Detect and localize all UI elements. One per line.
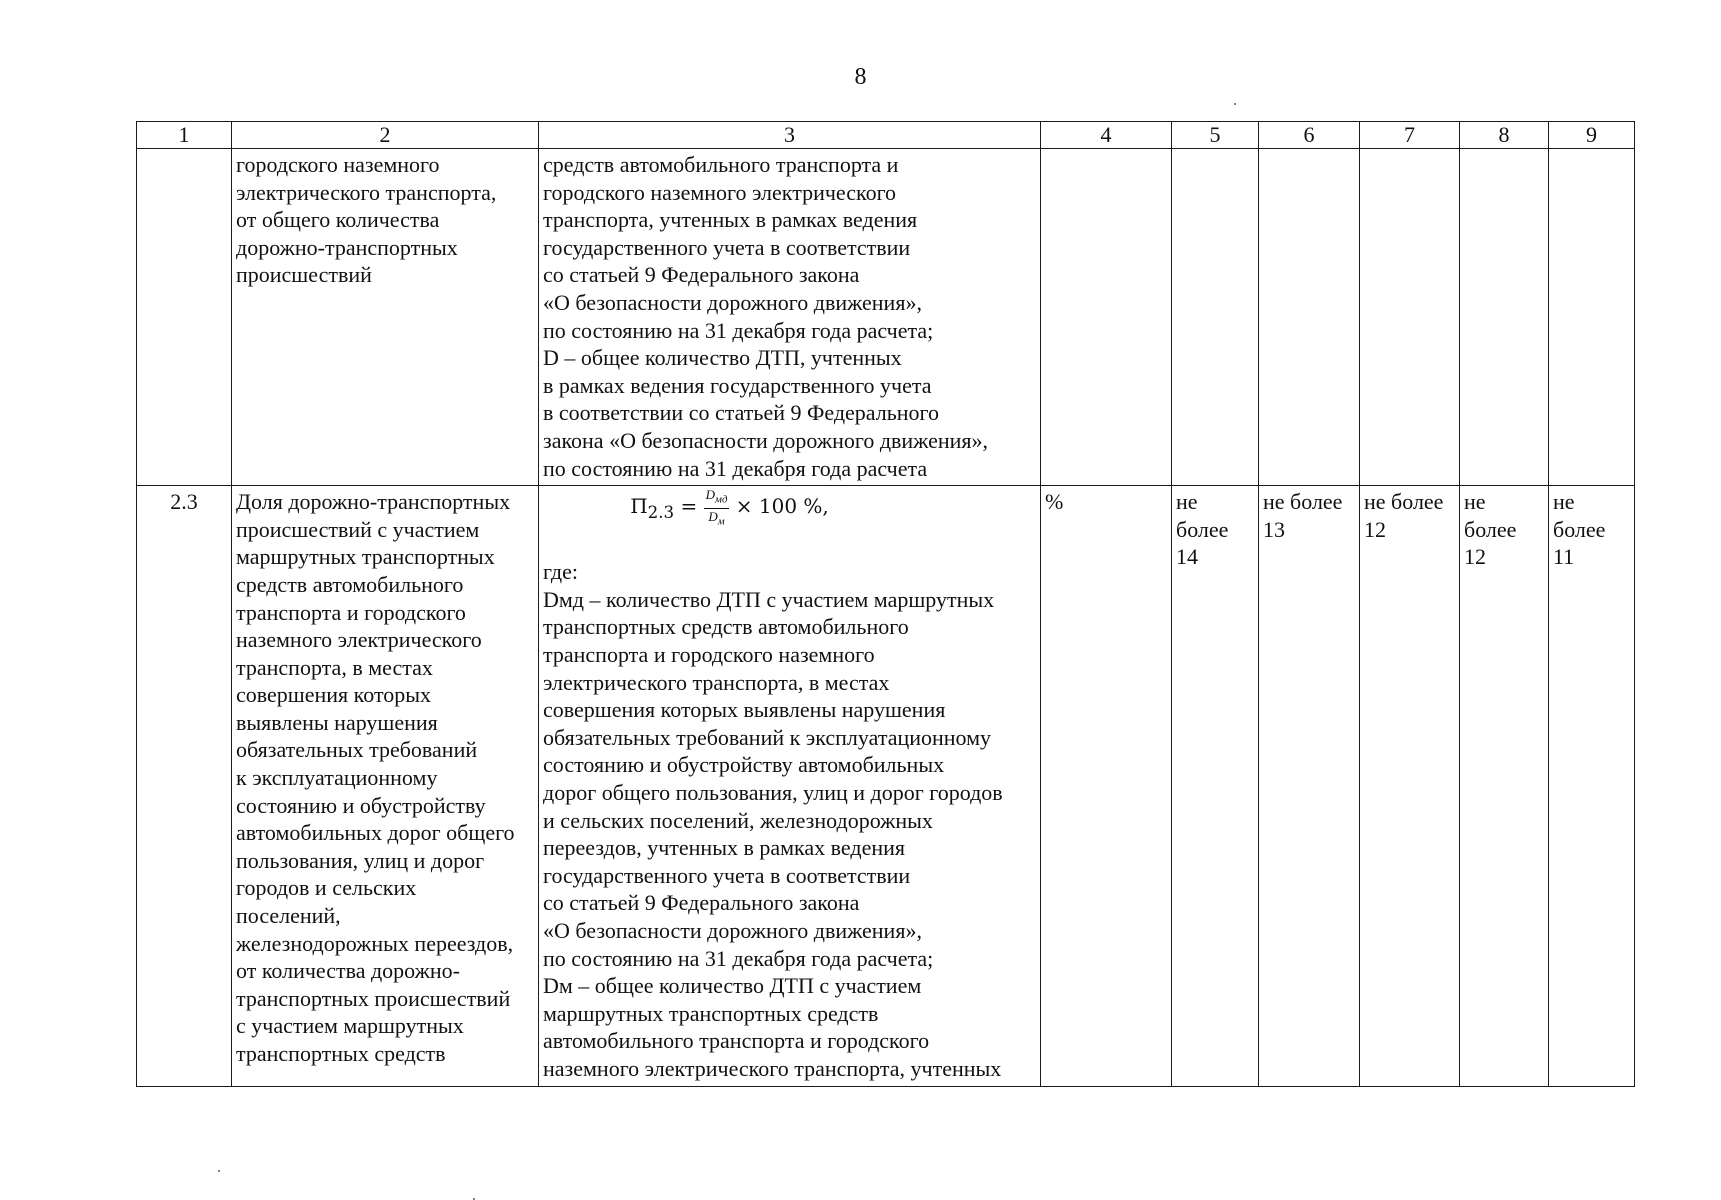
cell-number: 2.3 [137, 486, 232, 1086]
table-row-2-3 [137, 486, 1635, 1086]
formula-fraction [704, 488, 730, 528]
header-row [137, 122, 1635, 149]
header-cell-7: 7 [1360, 122, 1460, 149]
scan-speck [218, 1170, 220, 1172]
header-cell-9: 9 [1549, 122, 1635, 149]
indicators-table [136, 121, 1635, 1087]
formula-lhs-symbol: П [630, 494, 648, 519]
cell-value-8 [1460, 149, 1549, 486]
cell-indicator-name: городского наземного электрического транспорта, от общего количества дорожно-транспортных происшествий [232, 149, 539, 486]
cell-unit [1041, 149, 1172, 486]
header-cell-4: 4 [1041, 122, 1172, 149]
cell-value-8: не более 12 [1460, 486, 1549, 1086]
header-cell-2: 2 [232, 122, 539, 149]
numerator-symbol: D [705, 487, 716, 503]
cell-methodology [539, 486, 1041, 1086]
header-cell-8: 8 [1460, 122, 1549, 149]
denominator-symbol: D [708, 508, 718, 524]
cell-value-9 [1549, 149, 1635, 486]
cell-value-6: не более 13 [1259, 486, 1360, 1086]
formula-lhs-subscript: 2.3 [647, 503, 675, 523]
cell-number [137, 149, 232, 486]
header-cell-1: 1 [137, 122, 232, 149]
table-row-continuation [137, 149, 1635, 486]
formula-equals: = [674, 494, 704, 519]
header-cell-3: 3 [539, 122, 1041, 149]
formula-denominator [704, 509, 730, 529]
page-number: 8 [854, 64, 867, 90]
formula-lhs [630, 494, 675, 523]
cell-value-9: не более 11 [1549, 486, 1635, 1086]
cell-methodology: средств автомобильного транспорта и городского наземного электрического транспорта, учтенных в рамках ведения государственного учета в соответствии со статьей 9 Федерального закона «О безопасности дорожного движения», по состоянию на 31 декабря года расчета; D – общее количество ДТП, учтенных в рамках ведения государственного учета в соответствии со статьей 9 Федерального закона «О безопасности дорожного движения», по состоянию на 31 декабря года расчета [539, 149, 1041, 486]
formula [543, 488, 916, 530]
cell-unit: % [1041, 486, 1172, 1086]
cell-value-5: не более 14 [1172, 486, 1259, 1086]
formula-definitions: Dмд – количество ДТП с участием маршрутных транспортных средств автомобильного транспорта и городского наземного электрического транспорта, в местах совершения которых выявлены нарушения обязательных требований к эксплуатационному состоянию и обустройству автомобильных дорог общего пользования, улиц и дорог городов и сельских поселений, железнодорожных переездов, учтенных в рамках ведения государственного учета в соответствии со статьей 9 Федерального закона «О безопасности дорожного движения», по состоянию на 31 декабря года расчета; Dм – общее количество ДТП с участием маршрутных транспортных средств автомобильного транспорта и городского наземного электрического транспорта, учтенных [543, 586, 1003, 1081]
formula-rhs: × 100 %, [729, 494, 829, 519]
cell-value-6 [1259, 149, 1360, 486]
denominator-subscript: м [717, 515, 725, 528]
header-cell-6: 6 [1259, 122, 1360, 149]
cell-value-7 [1360, 149, 1460, 486]
cell-indicator-name: Доля дорожно-транспортных происшествий с участием маршрутных транспортных средств автомобильного транспорта и городского наземного электрического транспорта, в местах совершения которых выявлены нарушения обязательных требований к эксплуатационному состоянию и обустройству автомобильных дорог общего пользования, улиц и дорог городов и сельских поселений, железнодорожных переездов, от количества дорожно- транспортных происшествий с участием маршрутных транспортных средств [232, 486, 539, 1086]
numerator-subscript: мд [715, 493, 728, 506]
formula-numerator [704, 488, 730, 509]
scan-speck [1234, 103, 1236, 105]
header-cell-5: 5 [1172, 122, 1259, 149]
cell-value-5 [1172, 149, 1259, 486]
formula-where: где: [543, 559, 578, 585]
cell-value-7: не более 12 [1360, 486, 1460, 1086]
